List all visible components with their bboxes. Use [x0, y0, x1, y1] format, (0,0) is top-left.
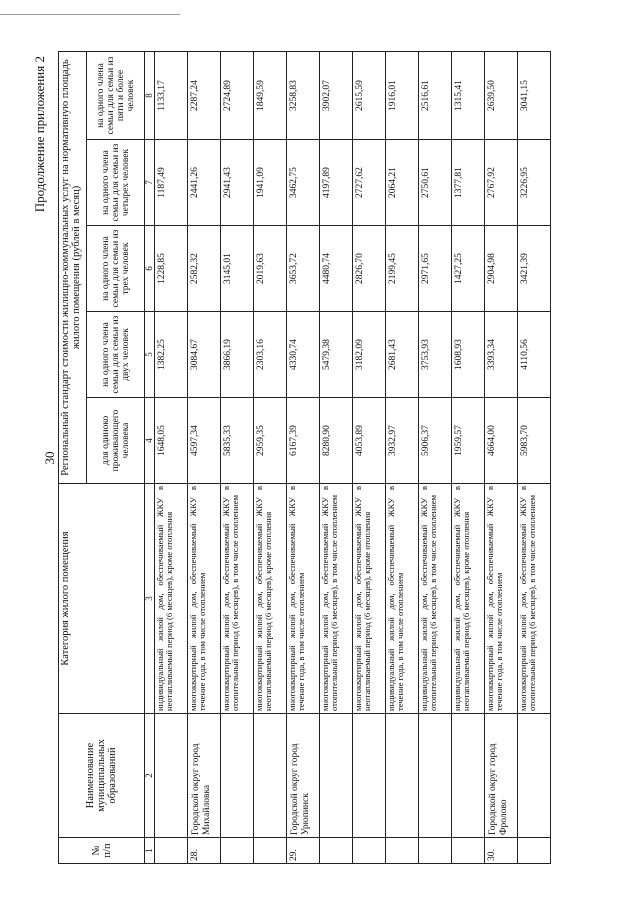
row-index [386, 838, 419, 864]
row-category: многоквартирный жилой дом, обеспечиваемый ЖКУ в течение года, в том числе отоплением [485, 484, 518, 714]
header-sub-1: для одиноко проживающего человека [87, 398, 145, 484]
row-index [353, 838, 386, 864]
row-index [518, 838, 551, 864]
value-two: 2303,16 [254, 312, 287, 398]
value-five-plus: 2724,89 [221, 51, 254, 139]
value-four: 4197,89 [320, 140, 353, 226]
row-municipality [419, 714, 452, 838]
value-two: 2681,43 [386, 312, 419, 398]
row-municipality: Городской округ город Михайловка [188, 714, 221, 838]
value-two: 1608,93 [452, 312, 485, 398]
value-single: 4664,00 [485, 398, 518, 484]
row-category: многоквартирный жилой дом, обеспечиваемый ЖКУ в течение года, в том числе отоплением [188, 484, 221, 714]
value-three: 2904,98 [485, 226, 518, 312]
header-sub-3: на одного члена семьи для семьи из трех человек [87, 226, 145, 312]
value-five-plus: 3902,07 [320, 51, 353, 139]
colnum-6: 6 [145, 226, 155, 312]
row-municipality [320, 714, 353, 838]
header-col-number: № п/п [59, 838, 145, 864]
header-col-municipality: Наименование муниципальных образований [59, 714, 145, 838]
row-municipality [518, 714, 551, 838]
value-five-plus: 2615,59 [353, 51, 386, 139]
value-five-plus: 1315,41 [452, 51, 485, 139]
colnum-1: 1 [145, 838, 155, 864]
header-sub-2: на одного члена семьи для семьи из двух человек [87, 312, 145, 398]
header-sub-5: на одного члена семьи для семьи из пяти и более человек [87, 51, 145, 139]
colnum-5: 5 [145, 312, 155, 398]
row-municipality [386, 714, 419, 838]
value-five-plus: 1916,01 [386, 51, 419, 139]
value-single: 5835,33 [221, 398, 254, 484]
row-category: многоквартирный жилой дом, обеспечиваемый ЖКУ в отопительный период (6 месяцев), в том числе отоплением [320, 484, 353, 714]
value-single: 4053,89 [353, 398, 386, 484]
value-four: 2727,62 [353, 140, 386, 226]
row-index [320, 838, 353, 864]
rotated-page [30, 48, 620, 868]
continuation-label: Продолжение приложения 2 [32, 56, 47, 213]
row-category: многоквартирный жилой дом, обеспечиваемый ЖКУ в отопительный период (6 месяцев), в том числе отоплением [221, 484, 254, 714]
value-three: 2019,63 [254, 226, 287, 312]
standards-table [58, 51, 551, 864]
value-single: 8280,90 [320, 398, 353, 484]
colnum-2: 2 [145, 714, 155, 838]
value-two: 3393,34 [485, 312, 518, 398]
value-three: 3421,39 [518, 226, 551, 312]
value-two: 3084,67 [188, 312, 221, 398]
row-category: индивидуальный жилой дом, обеспечиваемый ЖКУ в неотапливаемый период (6 месяцев), кроме отопления [452, 484, 485, 714]
column-number-row [145, 51, 155, 863]
value-single: 2959,35 [254, 398, 287, 484]
row-municipality [155, 714, 188, 838]
value-three: 3145,01 [221, 226, 254, 312]
value-three: 2826,70 [353, 226, 386, 312]
row-index: 30. [485, 838, 518, 864]
row-category: индивидуальный жилой дом, обеспечиваемый ЖКУ в течение года, в том числе отоплением [386, 484, 419, 714]
row-municipality: Городской округ город Фролово [485, 714, 518, 838]
value-four: 1941,09 [254, 140, 287, 226]
header-sub-4: на одного члена семьи для семьи из четырех человек [87, 140, 145, 226]
row-index [419, 838, 452, 864]
header-col-category: Категория жилого помещения [59, 484, 145, 714]
value-five-plus: 3041,15 [518, 51, 551, 139]
row-municipality [353, 714, 386, 838]
value-four: 2941,43 [221, 140, 254, 226]
row-category: индивидуальный жилой дом, обеспечиваемый ЖКУ в отопительный период (6 месяцев), в том числе отоплением [419, 484, 452, 714]
value-single: 5983,70 [518, 398, 551, 484]
value-single: 4597,34 [188, 398, 221, 484]
value-four: 3226,95 [518, 140, 551, 226]
header-group-title: Региональный стандарт стоимости жилищно-коммунальных услуг на нормативную площадь жилого помещения (рублей в месяц) [59, 51, 87, 483]
value-three: 4480,74 [320, 226, 353, 312]
value-five-plus: 2287,24 [188, 51, 221, 139]
value-four: 2750,61 [419, 140, 452, 226]
scan-edge-line [0, 14, 180, 15]
row-municipality: Городской округ город Урюпинск [287, 714, 320, 838]
value-single: 1959,57 [452, 398, 485, 484]
value-three: 2971,65 [419, 226, 452, 312]
colnum-8: 8 [145, 51, 155, 139]
value-single: 1648,05 [155, 398, 188, 484]
row-index [221, 838, 254, 864]
value-single: 3932,97 [386, 398, 419, 484]
row-category: многоквартирный жилой дом, обеспечиваемый ЖКУ в неотапливаемый период (6 месяцев), кроме отопления [254, 484, 287, 714]
value-five-plus: 1849,59 [254, 51, 287, 139]
value-five-plus: 3258,83 [287, 51, 320, 139]
row-municipality [221, 714, 254, 838]
value-three: 1228,85 [155, 226, 188, 312]
value-four: 2441,26 [188, 140, 221, 226]
row-municipality [254, 714, 287, 838]
colnum-3: 3 [145, 484, 155, 714]
value-two: 1382,25 [155, 312, 188, 398]
row-index [155, 838, 188, 864]
value-two: 4110,56 [518, 312, 551, 398]
value-two: 4330,74 [287, 312, 320, 398]
value-five-plus: 2639,50 [485, 51, 518, 139]
value-two: 3753,93 [419, 312, 452, 398]
value-three: 2199,45 [386, 226, 419, 312]
value-two: 5479,38 [320, 312, 353, 398]
value-four: 1187,49 [155, 140, 188, 226]
page-number: 30 [42, 451, 57, 465]
row-category: многоквартирный жилой дом, обеспечиваемый ЖКУ в неотапливаемый период (6 месяцев), кроме отопления [353, 484, 386, 714]
row-category: индивидуальный жилой дом, обеспечиваемый ЖКУ в неотапливаемый период (6 месяцев), кроме отопления [155, 484, 188, 714]
row-index [452, 838, 485, 864]
value-three: 3653,72 [287, 226, 320, 312]
value-four: 3462,75 [287, 140, 320, 226]
value-three: 2582,32 [188, 226, 221, 312]
colnum-4: 4 [145, 398, 155, 484]
value-three: 1427,25 [452, 226, 485, 312]
value-two: 3182,09 [353, 312, 386, 398]
row-index [254, 838, 287, 864]
value-four: 2767,92 [485, 140, 518, 226]
row-index: 28. [188, 838, 221, 864]
value-five-plus: 2516,61 [419, 51, 452, 139]
value-single: 6167,39 [287, 398, 320, 484]
value-five-plus: 1133,17 [155, 51, 188, 139]
row-category: многоквартирный жилой дом, обеспечиваемый ЖКУ в отопительный период (6 месяцев), в том числе отоплением [518, 484, 551, 714]
row-municipality [452, 714, 485, 838]
value-four: 2064,21 [386, 140, 419, 226]
value-two: 3866,19 [221, 312, 254, 398]
value-four: 1377,81 [452, 140, 485, 226]
value-single: 5906,37 [419, 398, 452, 484]
row-index: 29. [287, 838, 320, 864]
colnum-7: 7 [145, 140, 155, 226]
row-category: многоквартирный жилой дом, обеспечиваемый ЖКУ в течение года, в том числе отоплением [287, 484, 320, 714]
